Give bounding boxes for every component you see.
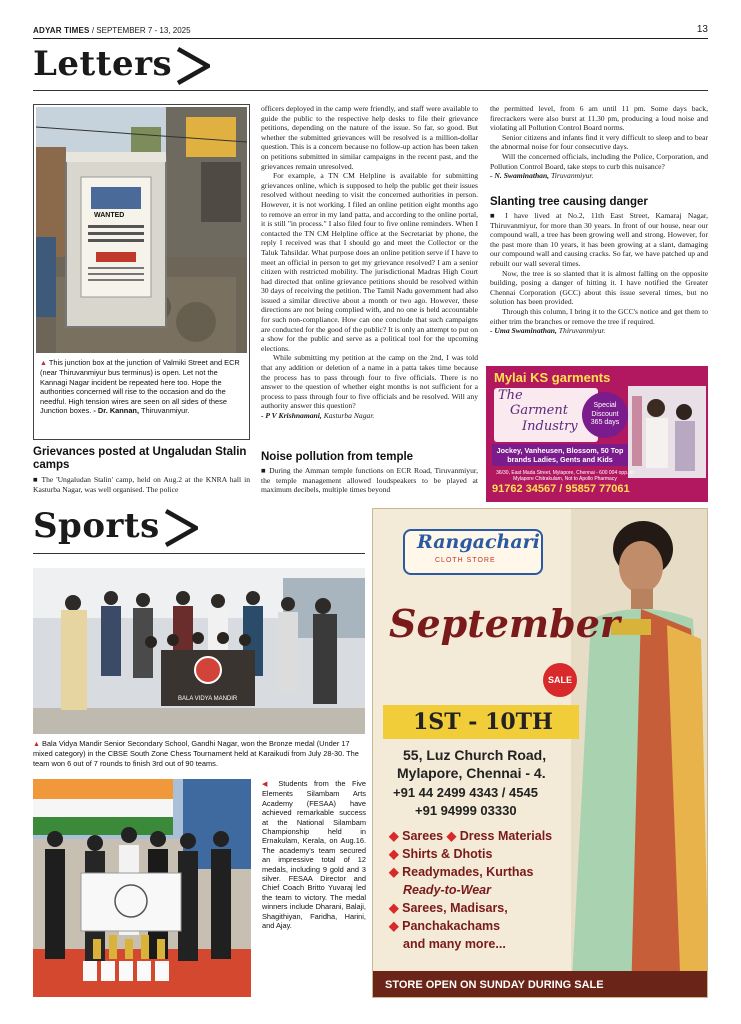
tree-heading: Slanting tree causing danger — [490, 196, 648, 208]
ad-rangachari-address2: Mylapore, Chennai - 4. — [397, 765, 546, 781]
ad-mylai-photo — [628, 386, 706, 478]
chess-team-photo — [33, 568, 365, 734]
noise-signature: - N. Swaminathan, Tiruvanmiyur. — [490, 171, 594, 181]
triangle-up-icon: ▲ — [40, 360, 47, 367]
page-number: 13 — [696, 24, 708, 35]
ad-mylai-garment: Garment — [510, 403, 568, 418]
ad-mylai-brands: Jockey, Vanheusen, Blossom, 50 Top brands Ladies, Gents and Kids — [492, 444, 628, 466]
ad-mylai-address: 36/30, East Mada Street, Mylapore, Chennai - 600 004 opp. to Mylapore Chitrakulam, Not to Apollo Pharmacy — [496, 470, 634, 482]
ad-rangachari-brand: Rangachari — [417, 531, 540, 553]
caption-author: - Dr. Kannan, — [93, 406, 140, 416]
grievances-col2: officers deployed in the camp were friendly, and staff were available to guide the public to the respective help desks to file their grievance petitions, depending on the nature of the issue. So far, so good. But whether the submitted grievances will be resolved is a million-dollar question. This is a concern because no follow-up action has been taken on petitions submitted in similar campaigns in the recent past, and the grievances remain unresolved. For example, a TN CM Helpline is available for submitting grievances online, which is supposed to help the public get their issues resolved without needing to visit the concerned authorities in person. However, it is not working. I filed an online petition eight months ago to remove an error in my land patta, and according to the online portal, it is still "in process." I also filed four to five online reminders. When I contacted the TN CM Helpline office at the Secretariat by phone, the reply I received was that I should go and meet the Collector or the Taluk Tahsildar. What purpose does an online petition serve if I have to meet an official in person to get my grievance resolved? I am a senior citizen with restricted mobility. The jurisdictional Madras High Court had directed that online grievance petitions should be resolved within 30 days of receiving the petition. The Tamil Nadu government had also issued a similar directive about a month or two ago. However, these directions are not being complied with, and no one is held accountable for such non-compliance. How can one conclude that such campaigns are conducted for the good of the public? It is only an attempt to put on a show for the public and serve as a political tool for the upcoming elections. While submitting my petition at the camp on the 2nd, I was told that any addition or deletion of a name in a patta takes time because the process has to pass through four to five officials. There is no answer to the question of whether eight months is not sufficient for a process to pass through four to five officials and be resolved. Will any authority answer this question? - P V Krishnamani, Kasturba Nagar. — [261, 104, 478, 420]
grievances-heading: Grievances posted at Ungaludan Stalin camps — [33, 446, 247, 471]
triangle-up-icon: ▲ — [33, 741, 40, 748]
paper-name: ADYAR TIMES — [33, 26, 90, 35]
ad-rangachari-phone2: +91 94999 03330 — [415, 803, 517, 818]
noise-col2: ■ During the Amman temple functions on ECR Road, Tiruvanmiyur, the temple management allowed loudspeakers to be played at maximum decibels, multiple times beyond — [261, 466, 478, 495]
triangle-left-icon: ◀ — [262, 781, 272, 788]
tree-col: ■ I have lived at No.2, 11th East Street, Kamaraj Nagar, Thiruvanmiyur, for more than 30 years. In front of our house, near our compound wall, a tree has been growing well and strong. However, for the past more than 10 years, it has been growing at a slant, damaging our compound wall and causing cracks. So far, we have patched up and rebuilt our wall several times. Now, the tree is so slanted that it is almost falling on the opposite building, posing a danger of hitting it. I have notified the Greater Chennai Corporation (GCC) about this issue several times, but no solution has been provided. Through this column, I bring it to the GCC's notice and get them to either trim the branches or remove the tree if required. - Uma Swaminathan, Thiruvanmiyur. — [490, 211, 708, 336]
letters-rule — [33, 90, 708, 91]
ad-rangachari-footer: STORE OPEN ON SUNDAY DURING SALE — [373, 971, 708, 998]
ad-rangachari-dates: 1ST - 10TH — [413, 709, 553, 735]
ad-rangachari-sale-badge: SALE — [543, 663, 577, 697]
diamond-icon: ◆ — [389, 847, 399, 861]
chess-caption: ▲ Bala Vidya Mandir Senior Secondary School, Gandhi Nagar, won the Bronze medal (Under 17 mixed category) in the CBSE South Zone Chess Tournament held at Karaikudi from July 28-30. The team won 6 out of 7 rounds to finish 3rd out of 90 teams. — [33, 739, 359, 768]
grievances-signature: - P V Krishnamani, Kasturba Nagar. — [261, 411, 375, 420]
diamond-icon: ◆ — [389, 865, 399, 879]
diamond-icon: ◆ — [389, 919, 399, 933]
ad-mylai-industry: Industry — [522, 419, 578, 434]
chevron-right-icon — [164, 509, 198, 547]
poster-title: WANTED — [94, 212, 125, 219]
issue-date: SEPTEMBER 7 - 13, 2025 — [96, 26, 191, 35]
diamond-icon: ◆ — [446, 829, 457, 843]
ad-mylai-the: The — [498, 388, 523, 403]
ad-mylai-title: Mylai KS garments — [494, 370, 611, 385]
junction-caption: ▲ This junction box at the junction of Valmiki Street and ECR (near Thiruvanmiyur bus terminus) is open. Let not the Kannagi Nagar incident be repeated here too. Hope the authorities concerned will rise to the occasion and do the needful. High tension wires are seen on all sides of these Junction boxes. - Dr. Kannan, Thiruvanmiyur. — [40, 358, 240, 416]
tree-signature: - Uma Swaminathan, Thiruvanmiyur. — [490, 326, 606, 336]
ad-rangachari-model-photo — [571, 509, 708, 998]
mylai-ks-advertisement — [486, 366, 708, 502]
letters-section-title: Letters — [33, 44, 210, 85]
noise-col3: the permitted level, from 6 am until 11 pm. Some days back, firecrackers were also burst at 11.30 pm, producing a loud noise and violating all Pollution Control Board norms. Senior citizens and infants find it very difficult to sleep and to bear the abnormal noise for four consecutive days. Will the concerned officials, including the Police, Corporation, and Pollution Control Board, take steps to curb this nuisance? - N. Swaminathan, Tiruvanmiyur. — [490, 104, 708, 181]
chevron-right-icon — [176, 47, 210, 85]
noise-heading: Noise pollution from temple — [261, 451, 414, 463]
chess-banner-text: BALA VIDYA MANDIR — [178, 696, 238, 702]
silambam-caption: ◀ Students from the Five Elements Silambam Arts Academy (FESAA) have achieved remarkable success at the National Silambam Championship held in Ernakulam, Kerala, on Aug.16. The academy's team secured an impressive total of 12 medals, including 9 gold and 3 silver. FESAA Director and Chief Coach Britto Yuvaraj led the team to victory. The medal winners include Dharani, Balaji, Shagithiyan, Faridha, Harini, and Ajay. — [262, 779, 366, 931]
silambam-team-photo — [33, 779, 251, 997]
grievances-col1: ■ The 'Ungaludan Stalin' camp, held on Aug.2 at the KNRA hall in Kasturba Nagar, was well organised. The police — [33, 475, 250, 494]
ad-rangachari-sub: CLOTH STORE — [435, 557, 496, 564]
rangachari-advertisement — [372, 508, 708, 998]
ad-rangachari-month: September — [389, 601, 620, 646]
junction-box-photo — [36, 107, 247, 353]
header-rule — [33, 38, 708, 39]
ad-mylai-phone: 91762 34567 / 95857 77061 — [492, 483, 630, 495]
diamond-icon: ◆ — [389, 829, 399, 843]
ad-mylai-discount-badge: Special Discount 365 days — [582, 392, 628, 438]
page-header: ADYAR TIMES / SEPTEMBER 7 - 13, 2025 13 — [33, 24, 708, 35]
ad-rangachari-items: ◆ Sarees ◆ Dress Materials ◆ Shirts & Dhotis ◆ Readymades, Kurthas Ready-to-Wear ◆ Sarees, Madisars, ◆ Panchakachams and many more... — [389, 829, 553, 951]
sports-rule — [33, 553, 365, 554]
ad-rangachari-address1: 55, Luz Church Road, — [403, 747, 547, 763]
diamond-icon: ◆ — [389, 901, 399, 915]
sports-section-title: Sports — [33, 506, 198, 547]
ad-rangachari-phone1: +91 44 2499 4343 / 4545 — [393, 785, 538, 800]
